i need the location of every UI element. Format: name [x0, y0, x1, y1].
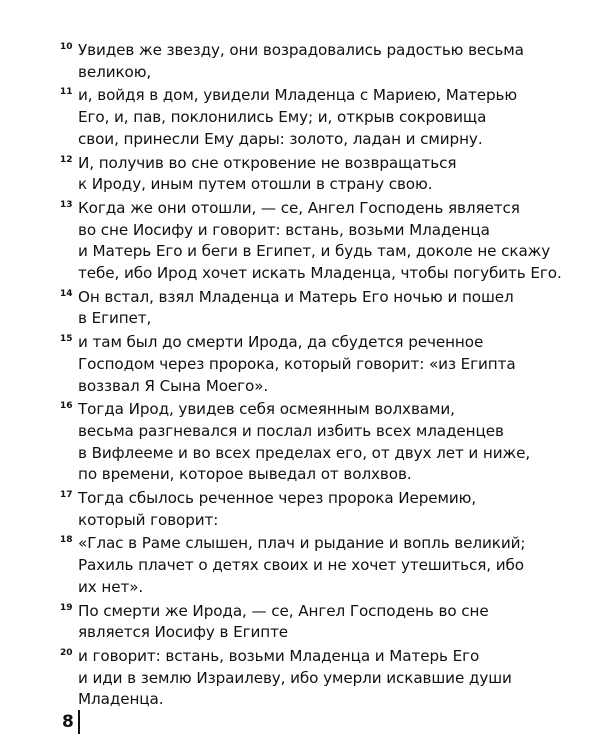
verse-number: 14 [60, 288, 73, 299]
verse-11 [60, 85, 585, 150]
verse-line: Увидев же звезду, они возрадовались радостью весьма [78, 41, 524, 59]
verse-line: Тогда Ирод, увидев себя осмеянным волхвами, [78, 400, 455, 419]
verse-10 [60, 40, 585, 83]
verse-number: 17 [60, 490, 73, 501]
verse-number: 13 [60, 199, 73, 210]
verse-line: И, получив во сне откровение не возвращаться [78, 153, 457, 172]
verse-line: во сне Иосифу и говорит: встань, возьми Младенца [78, 220, 490, 239]
verse-line: и там был до смерти Ирода, да сбудется реченное [78, 333, 484, 352]
verse-line: великою, [78, 62, 152, 81]
verse-line: Господом через пророка, который говорит: «из Египта [78, 354, 516, 373]
verse-number: 15 [60, 334, 73, 345]
verse-line: воззвал Я Сына Моего». [78, 376, 269, 395]
verse-line: «Глас в Раме слышен, плач и рыдание и вопль великий; [78, 534, 526, 553]
verse-line: Младенца. [78, 690, 164, 709]
verse-16 [60, 399, 585, 486]
verse-line: Тогда сбылось реченное через пророка Иеремию, [78, 489, 477, 508]
verse-13 [60, 198, 585, 285]
verse-12 [60, 153, 585, 196]
verse-19 [60, 601, 585, 644]
verse-number: 10 [60, 42, 73, 52]
verse-number: 19 [60, 602, 73, 613]
verse-number: 18 [60, 535, 73, 546]
verse-line: Когда же они отошли, — се, Ангел Господень является [78, 198, 520, 217]
verse-18 [60, 533, 585, 598]
verse-number: 16 [60, 401, 73, 412]
verse-line: по времени, которое выведал от волхвов. [78, 465, 412, 484]
verse-line: Он встал, взял Младенца и Матерь Его ночью и пошел [78, 287, 514, 306]
verse-list [60, 40, 585, 713]
verse-20 [60, 646, 585, 711]
verse-line: и Матерь Его и беги в Египет, и будь там, доколе не скажу [78, 242, 551, 261]
verse-number: 11 [60, 87, 73, 98]
verse-line: Рахиль плачет о детях своих и не хочет утешиться, ибо [78, 556, 524, 575]
verse-line: и, войдя в дом, увидели Младенца с Мариею, Матерью [78, 86, 518, 105]
verse-14 [60, 287, 585, 330]
verse-line: По смерти же Ирода, — се, Ангел Господень во сне [78, 601, 489, 620]
verse-15 [60, 332, 585, 397]
verse-line: в Вифлееме и во всех пределах его, от двух лет и ниже, [78, 443, 531, 462]
verse-line: к Ироду, иным путем отошли в страну свою. [78, 175, 433, 194]
verse-line: свои, принесли Ему дары: золото, ладан и смирну. [78, 129, 483, 148]
verse-number: 20 [60, 647, 73, 658]
verse-line: и говорит: встань, возьми Младенца и Матерь Его [78, 646, 480, 665]
verse-line: и иди в землю Израилеву, ибо умерли искавшие души [78, 668, 512, 687]
verse-line: тебе, ибо Ирод хочет искать Младенца, чтобы погубить Его. [78, 264, 562, 283]
verse-line: весьма разгневался и послал избить всех младенцев [78, 421, 504, 440]
verse-line: их нет». [78, 577, 144, 596]
verse-line: Его, и, пав, поклонились Ему; и, открыв сокровища [78, 108, 487, 127]
verse-number: 12 [60, 154, 73, 165]
verse-line: является Иосифу в Египте [78, 623, 289, 642]
page-number: 8 [62, 710, 80, 734]
verse-line: который говорит: [78, 510, 219, 529]
verse-line: в Египет, [78, 309, 152, 328]
verse-17 [60, 488, 585, 531]
